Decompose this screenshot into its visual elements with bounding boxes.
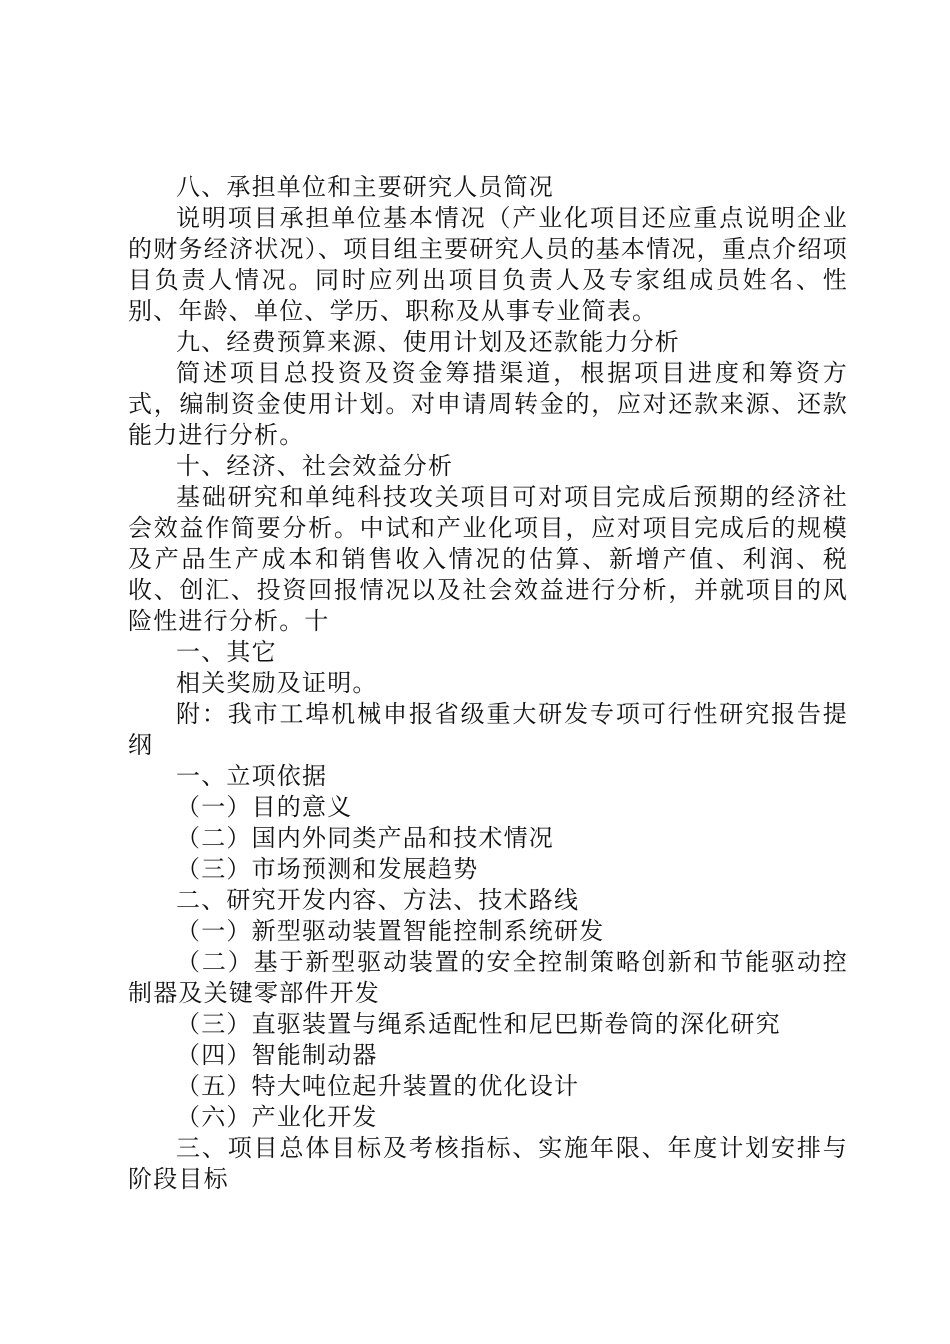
paragraph-awards: 相关奖励及证明。 <box>176 669 378 697</box>
outline-item-2-4: （四）智能制动器 <box>176 1041 378 1069</box>
outline-item-1-1: （一）目的意义 <box>176 793 353 821</box>
paragraph-unit-overview: 说明项目承担单位基本情况（产业化项目还应重点说明企业的财务经济状况）、项目组主要研究人员的基本情况，重点介绍项目负责人情况。同时应列出项目负责人及专家组成员姓名、性别、年龄、单位、学历、职称及从事专业简表。 <box>128 204 848 325</box>
section-heading-10: 十、经济、社会效益分析 <box>176 452 454 480</box>
outline-item-2-5: （五）特大吨位起升装置的优化设计 <box>176 1072 580 1100</box>
section-heading-8: 八、承担单位和主要研究人员简况 <box>176 173 554 201</box>
section-heading-11: 一、其它 <box>176 638 277 666</box>
section-heading-9: 九、经费预算来源、使用计划及还款能力分析 <box>176 328 680 356</box>
paragraph-benefit-analysis: 基础研究和单纯科技攻关项目可对项目完成后预期的经济社会效益作简要分析。中试和产业化项目，应对项目完成后的规模及产品生产成本和销售收入情况的估算、新增产值、利润、税收、创汇、投资回报情况以及社会效益进行分析，并就项目的风险性进行分析。十 <box>128 483 848 635</box>
outline-heading-2: 二、研究开发内容、方法、技术路线 <box>176 886 580 914</box>
outline-item-2-6: （六）产业化开发 <box>176 1103 378 1131</box>
document-body <box>128 172 848 1195</box>
outline-heading-1: 一、立项依据 <box>176 762 328 790</box>
outline-item-1-2: （二）国内外同类产品和技术情况 <box>176 824 554 852</box>
outline-item-2-1: （一）新型驱动装置智能控制系统研发 <box>176 917 605 945</box>
paragraph-budget: 简述项目总投资及资金筹措渠道，根据项目进度和筹资方式，编制资金使用计划。对申请周转金的，应对还款来源、还款能力进行分析。 <box>128 359 848 449</box>
outline-heading-3: 三、项目总体目标及考核指标、实施年限、年度计划安排与阶段目标 <box>128 1134 848 1193</box>
appendix-title: 附：我市工埠机械申报省级重大研发专项可行性研究报告提纲 <box>128 700 848 759</box>
outline-item-1-3: （三）市场预测和发展趋势 <box>176 855 479 883</box>
outline-item-2-3: （三）直驱装置与绳系适配性和尼巴斯卷筒的深化研究 <box>176 1010 781 1038</box>
outline-item-2-2: （二）基于新型驱动装置的安全控制策略创新和节能驱动控制器及关键零部件开发 <box>128 948 848 1007</box>
